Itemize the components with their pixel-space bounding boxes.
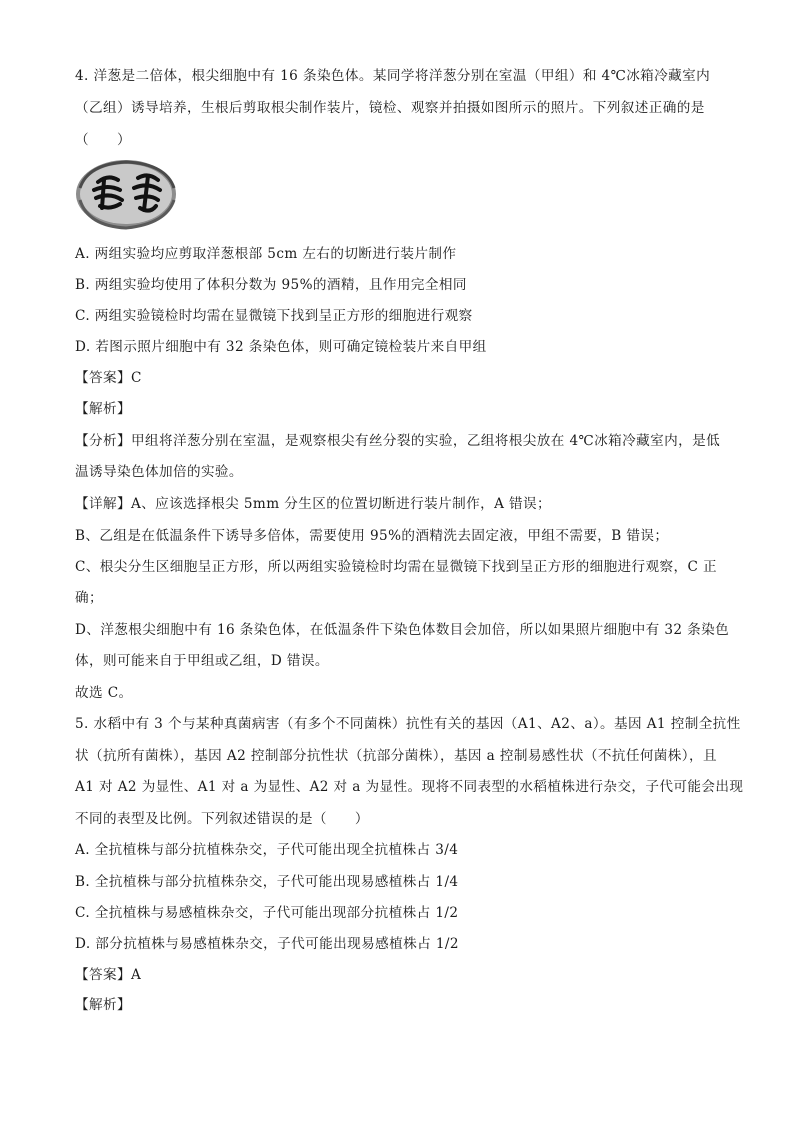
q4-analysis-line-1: 【分析】甲组将洋葱分别在室温，是观察根尖有丝分裂的实验，乙组将根尖放在 4℃冰箱冷藏室内，是低 — [75, 433, 721, 449]
q4-analysis-line-9: 故选 C。 — [75, 685, 133, 701]
q5-answer: 【答案】A — [75, 967, 142, 983]
q4-stem-line-2: （乙组）诱导培养，生根后剪取根尖制作装片，镜检、观察并拍摄如图所示的照片。下列叙述正确的是 — [75, 100, 705, 116]
q4-option-c: C. 两组实验镜检时均需在显微镜下找到呈正方形的细胞进行观察 — [75, 308, 473, 324]
q4-analysis-line-4: B、乙组是在低温条件下诱导多倍体，需要使用 95%的酒精洗去固定液，甲组不需要，B 错误； — [75, 528, 669, 544]
q4-analysis-line-2: 温诱导染色体加倍的实验。 — [75, 464, 243, 480]
q4-analysis-line-8: 体，则可能来自于甲组或乙组，D 错误。 — [75, 653, 329, 669]
q4-option-b: B. 两组实验均使用了体积分数为 95%的酒精，且作用完全相同 — [75, 277, 467, 293]
q4-analysis-line-5: C、根尖分生区细胞呈正方形，所以两组实验镜检时均需在显微镜下找到呈正方形的细胞进行观察，C 正 — [75, 559, 718, 575]
micrograph-image — [74, 158, 178, 230]
q5-stem-line-2: 状（抗所有菌株），基因 A2 控制部分抗性状（抗部分菌株），基因 a 控制易感性状（不抗任何菌株），且 — [75, 748, 717, 764]
q5-option-a: A. 全抗植株与部分抗植株杂交，子代可能出现全抗植株占 3/4 — [75, 842, 459, 858]
q4-option-d: D. 若图示照片细胞中有 32 条染色体，则可确定镜检装片来自甲组 — [75, 339, 487, 355]
q4-analysis-line-6: 确； — [75, 590, 103, 606]
q4-option-a: A. 两组实验均应剪取洋葱根部 5cm 左右的切断进行装片制作 — [75, 246, 457, 262]
q5-option-b: B. 全抗植株与部分抗植株杂交，子代可能出现易感植株占 1/4 — [75, 874, 459, 890]
q4-analysis-line-3: 【详解】A、应该选择根尖 5mm 分生区的位置切断进行装片制作，A 错误； — [75, 496, 552, 512]
q5-stem-line-4: 不同的表型及比例。下列叙述错误的是（ ） — [75, 811, 369, 827]
q4-stem-line-3: （ ） — [75, 132, 131, 148]
q5-analysis-label: 【解析】 — [75, 997, 131, 1013]
q4-analysis-label: 【解析】 — [75, 401, 131, 417]
q4-analysis-line-7: D、洋葱根尖细胞中有 16 条染色体，在低温条件下染色体数目会加倍，所以如果照片细胞中有 32 条染色 — [75, 622, 730, 638]
q5-stem-line-1: 5. 水稻中有 3 个与某种真菌病害（有多个不同菌株）抗性有关的基因（A1、A2、a）。基因 A1 控制全抗性 — [75, 716, 741, 732]
q4-answer: 【答案】C — [75, 370, 142, 386]
q4-stem-line-1: 4. 洋葱是二倍体，根尖细胞中有 16 条染色体。某同学将洋葱分别在室温（甲组）和 4℃冰箱冷藏室内 — [75, 68, 711, 84]
q5-option-d: D. 部分抗植株与易感植株杂交，子代可能出现易感植株占 1/2 — [75, 936, 459, 952]
q5-stem-line-3: A1 对 A2 为显性、A1 对 a 为显性、A2 对 a 为显性。现将不同表型的水稻植株进行杂交，子代可能会出现 — [75, 779, 744, 795]
q5-option-c: C. 全抗植株与易感植株杂交，子代可能出现部分抗植株占 1/2 — [75, 905, 459, 921]
